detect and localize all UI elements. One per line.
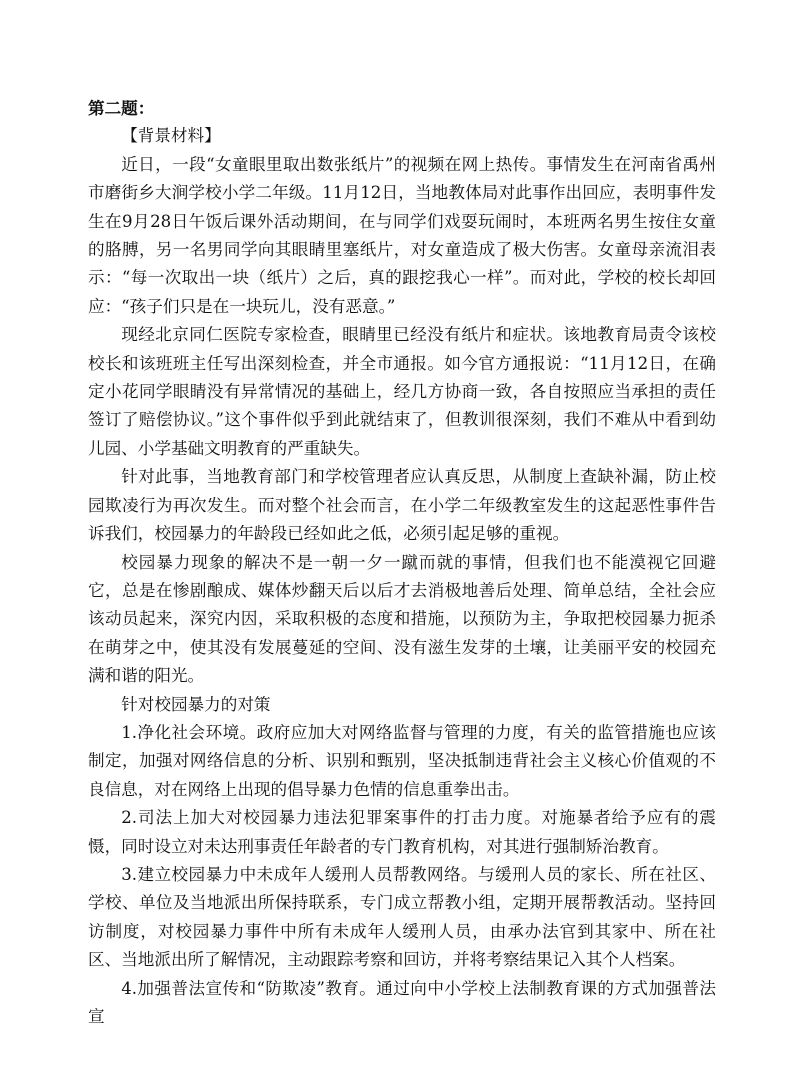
countermeasure-item: 4.加强普法宣传和“防欺凌”教育。通过向中小学校上法制教育课的方式加强普法宣: [88, 978, 716, 1026]
countermeasure-item: 3.建立校园暴力中未成年人缓刑人员帮教网络。与缓刑人员的家长、所在社区、学校、单位及当地派出所保持联系，专门成立帮教小组，定期开展帮教活动。坚持回访制度，对校园暴力事件中所有未成年人缓刑人员，由承办法官到其家中、所在社区、当地派出所了解情况，主动跟踪考察和回访，并将考察结果记入其个人档案。: [88, 864, 716, 970]
countermeasures-heading: 针对校园暴力的对策: [121, 694, 271, 714]
background-heading: 【背景材料】: [121, 126, 221, 146]
countermeasure-item: 1.净化社会环境。政府应加大对网络监督与管理的力度，有关的监管措施也应该制定，加强对网络信息的分析、识别和甄别，坚决抵制违背社会主义核心价值观的不良信息，对在网络上出现的倡导暴力色情的信息重拳出击。: [88, 722, 716, 799]
body-paragraph: 针对此事，当地教育部门和学校管理者应认真反思，从制度上查缺补漏，防止校园欺凌行为再次发生。而对整个社会而言，在小学二年级教室发生的这起恶性事件告诉我们，校园暴力的年龄段已经如此之低，必须引起足够的重视。: [88, 467, 716, 544]
question-title: 第二题：: [88, 98, 155, 118]
body-paragraph: 校园暴力现象的解决不是一朝一夕一蹴而就的事情，但我们也不能漠视它回避它，总是在惨剧酿成、媒体炒翻天后以后才去消极地善后处理、简单总结，全社会应该动员起来，深究内因，采取积极的态度和措施，以预防为主，争取把校园暴力扼杀在萌芽之中，使其没有发展蔓延的空间、没有滋生发芽的土壤，让美丽平安的校园充满和谐的阳光。: [88, 552, 716, 686]
countermeasure-item: 2.司法上加大对校园暴力违法犯罪案事件的打击力度。对施暴者给予应有的震慑，同时设立对未达刑事责任年龄者的专门教育机构，对其进行强制矫治教育。: [88, 808, 716, 856]
body-paragraph: 现经北京同仁医院专家检查，眼睛里已经没有纸片和症状。该地教育局责令该校校长和该班班主任写出深刻检查，并全市通报。如今官方通报说：“11月12日，在确定小花同学眼睛没有异常情况的基础上，经几方协商一致，各自按照应当承担的责任签订了赔偿协议。”这个事件似乎到此就结束了，但教训很深刻，我们不难从中看到幼儿园、小学基础文明教育的严重缺失。: [88, 325, 716, 458]
document-page: [88, 94, 716, 1031]
body-paragraph: 近日，一段“女童眼里取出数张纸片”的视频在网上热传。事情发生在河南省禹州市磨街乡大涧学校小学二年级。11月12日，当地教体局对此事作出回应，表明事件发生在9月28日午饭后课外活动期间，在与同学们戏耍玩闹时，本班两名男生按住女童的胳膊，另一名男同学向其眼睛里塞纸片，对女童造成了极大伤害。女童母亲流泪表示：“每一次取出一块（纸片）之后，真的跟挖我心一样”。而对此，学校的校长却回应：“孩子们只是在一块玩儿，没有恶意。”: [88, 154, 716, 316]
